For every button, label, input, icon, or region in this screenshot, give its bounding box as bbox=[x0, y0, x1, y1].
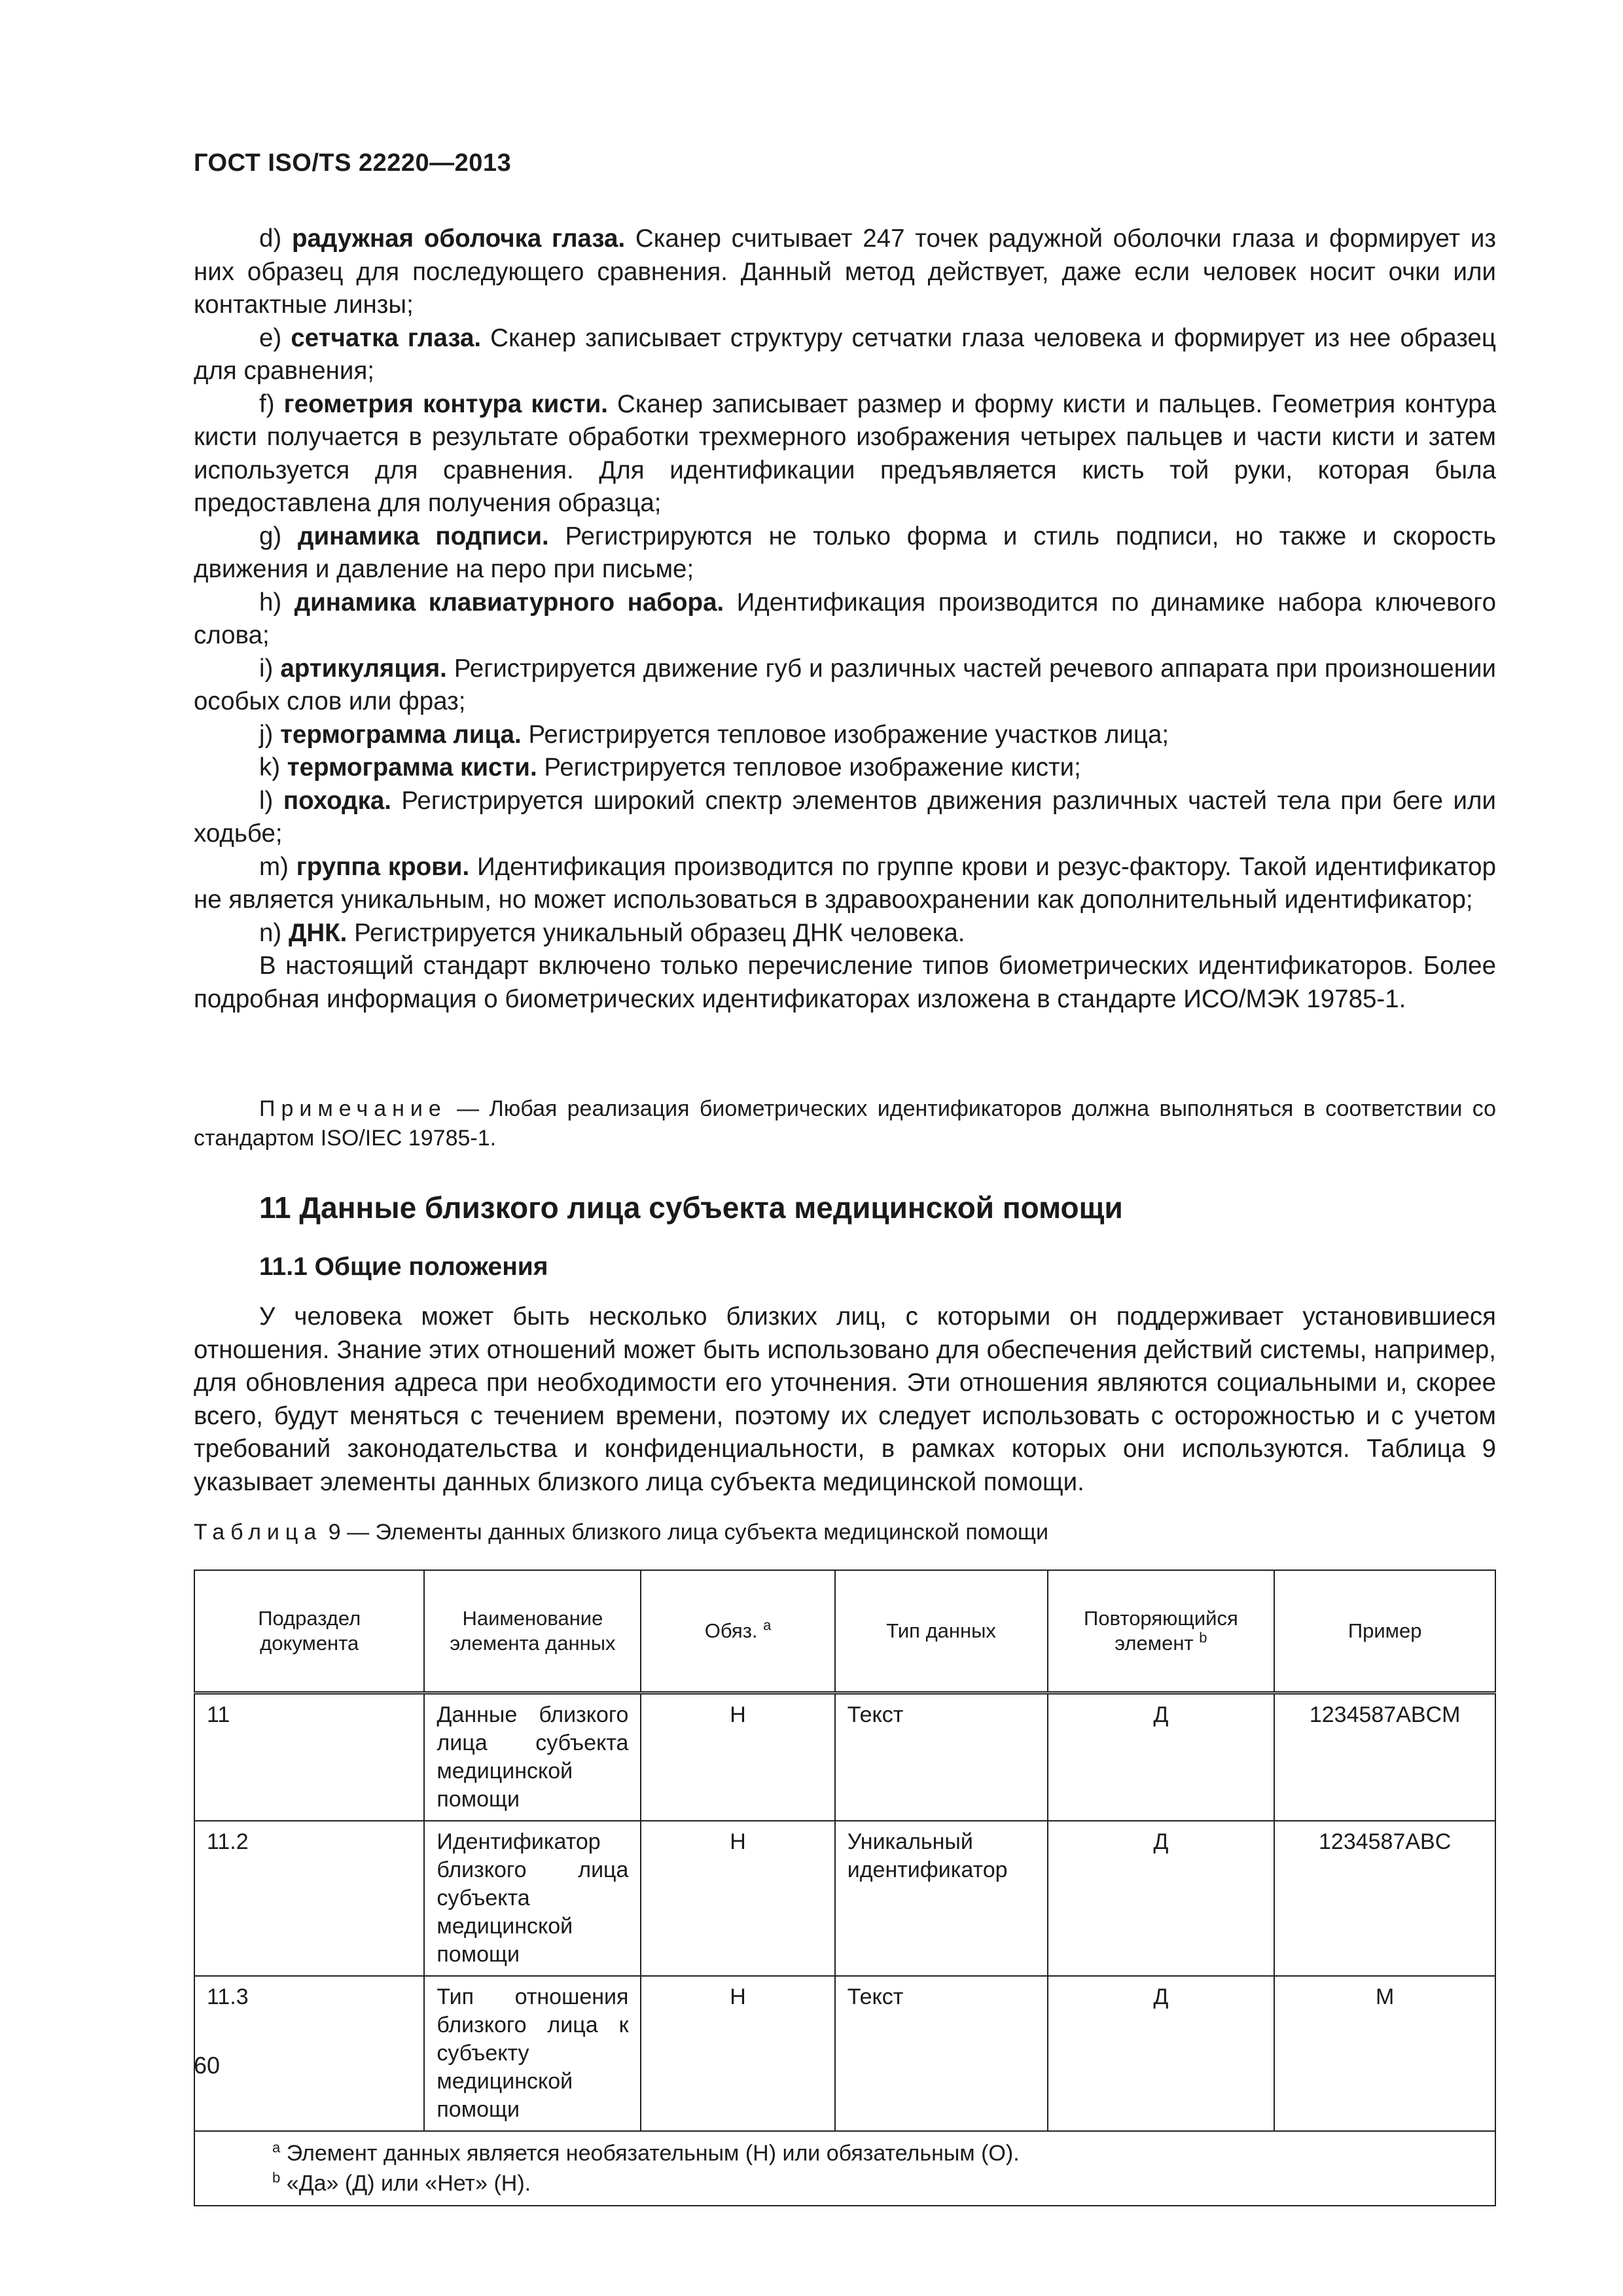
table-row bbox=[194, 1821, 1495, 1976]
cell-section: 11.3 bbox=[194, 1976, 424, 2131]
header-name: Наименование элемента данных bbox=[424, 1570, 641, 1693]
table-row bbox=[194, 1976, 1495, 2131]
list-item: e) сетчатка глаза. Сканер записывает структуру сетчатки глаза человека и формирует из нее образец для сравнения; bbox=[194, 323, 1496, 385]
list-item: i) артикуляция. Регистрируется движение губ и различных частей речевого аппарата при произношении особых слов или фраз; bbox=[194, 654, 1496, 715]
list-item: f) геометрия контура кисти. Сканер записывает размер и форму кисти и пальцев. Геометрия контура кисти получается в результате обработки трехмерного изображения четырех пальцев и части кисти и затем используется для сравнения. Для идентификации предъявляется кисть той руки, которая была предоставлена для получения образца; bbox=[194, 389, 1496, 517]
footnote: $^a$ Элемент данных является необязательным (Н) или обязательным (О). bbox=[272, 2139, 1020, 2166]
table-caption bbox=[194, 1520, 1048, 1545]
cell-example: 1234587ABCM bbox=[1274, 1693, 1495, 1821]
cell-example: 1234587ABC bbox=[1274, 1821, 1495, 1976]
data-elements-table bbox=[194, 1570, 1496, 2206]
cell-required: Н bbox=[641, 1693, 834, 1821]
table-caption-text: 9 — Элементы данных близкого лица субъекта медицинской помощи bbox=[322, 1520, 1048, 1545]
table-footnotes bbox=[194, 2131, 1495, 2206]
table-row bbox=[194, 1693, 1495, 1821]
cell-example: М bbox=[1274, 1976, 1495, 2131]
cell-repeat: Д bbox=[1048, 1693, 1275, 1821]
section-title: 11 Данные близкого лица субъекта медицинской помощи bbox=[259, 1191, 1123, 1225]
note-text: — Любая реализация биометрических идентификаторов должна выполняться в соответствии со стандартом ISO/IEC 19785-1. bbox=[194, 1096, 1496, 1151]
cell-section: 11 bbox=[194, 1693, 424, 1821]
note bbox=[194, 1094, 1496, 1153]
list-item: n) ДНК. Регистрируется уникальный образец ДНК человека. bbox=[259, 918, 965, 947]
footnote: $^b$ «Да» (Д) или «Нет» (Н). bbox=[272, 2169, 531, 2196]
intro-paragraph: У человека может быть несколько близких лиц, с которыми он поддерживает установившиеся отношения. Знание этих отношений может быть использовано для обеспечения действий системы, например, для обновления адреса при необходимости его уточнения. Эти отношения являются социальными и, скорее всего, будут меняться с течением времени, поэтому их следует использовать с осторожностью и с учетом требований законодательства и конфиденциальности, в рамках которых они используются. Таблица 9 указывает элементы данных близкого лица субъекта медицинской помощи. bbox=[194, 1302, 1496, 1496]
cell-name: Данные близкого лица субъекта медицинской помощи bbox=[424, 1693, 641, 1821]
cell-repeat: Д bbox=[1048, 1976, 1275, 2131]
header-section: Подраздел документа bbox=[194, 1570, 424, 1693]
biometric-list bbox=[194, 223, 1496, 1016]
cell-required: Н bbox=[641, 1976, 834, 2131]
list-item: m) группа крови. Идентификация производится по группе крови и резус-фактору. Такой идентификатор не является уникальным, но может использоваться в здравоохранении как дополнительный идентификатор; bbox=[194, 852, 1497, 914]
header-required: Обяз. $^a$ bbox=[641, 1570, 834, 1693]
list-item: d) радужная оболочка глаза. Сканер считывает 247 точек радужной оболочки глаза и формирует из них образец для последующего сравнения. Данный метод действует, даже если человек носит очки или контактные линзы; bbox=[194, 224, 1496, 319]
header-example: Пример bbox=[1274, 1570, 1495, 1693]
list-item: g) динамика подписи. Регистрируются не только форма и стиль подписи, но также и скорость движения и давление на перо при письме; bbox=[194, 522, 1497, 583]
cell-type: Текст bbox=[835, 1693, 1048, 1821]
header-repeat: Повторяющийся элемент $^b$ bbox=[1048, 1570, 1275, 1693]
subsection-title: 11.1 Общие положения bbox=[259, 1253, 548, 1281]
cell-type: Текст bbox=[835, 1976, 1048, 2131]
cell-type: Уникальный идентификатор bbox=[835, 1821, 1048, 1976]
cell-name: Идентификатор близкого лица субъекта медицинской помощи bbox=[424, 1821, 641, 1976]
document-header: ГОСТ ISO/TS 22220—2013 bbox=[194, 149, 512, 177]
cell-name: Тип отношения близкого лица к субъекту медицинской помощи bbox=[424, 1976, 641, 2131]
closing-paragraph: В настоящий стандарт включено только перечисление типов биометрических идентификаторов. Более подробная информация о биометрических идентификаторах изложена в стандарте ИСО/МЭК 19785-1. bbox=[194, 952, 1496, 1013]
cell-section: 11.2 bbox=[194, 1821, 424, 1976]
page-number: 60 bbox=[194, 2052, 221, 2079]
table-header-row bbox=[194, 1570, 1495, 1693]
list-item: l) походка. Регистрируется широкий спектр элементов движения различных частей тела при беге или ходьбе; bbox=[194, 786, 1496, 848]
table-caption-label: Таблица bbox=[194, 1520, 323, 1545]
list-item: k) термограмма кисти. Регистрируется тепловое изображение кисти; bbox=[259, 753, 1081, 781]
list-item: j) термограмма лица. Регистрируется тепловое изображение участков лица; bbox=[259, 720, 1169, 749]
header-type: Тип данных bbox=[835, 1570, 1048, 1693]
cell-required: Н bbox=[641, 1821, 834, 1976]
note-label: Примечание bbox=[259, 1096, 447, 1121]
table-footnotes-row bbox=[194, 2131, 1495, 2206]
cell-repeat: Д bbox=[1048, 1821, 1275, 1976]
list-item: h) динамика клавиатурного набора. Идентификация производится по динамике набора ключевого слова; bbox=[194, 588, 1496, 649]
